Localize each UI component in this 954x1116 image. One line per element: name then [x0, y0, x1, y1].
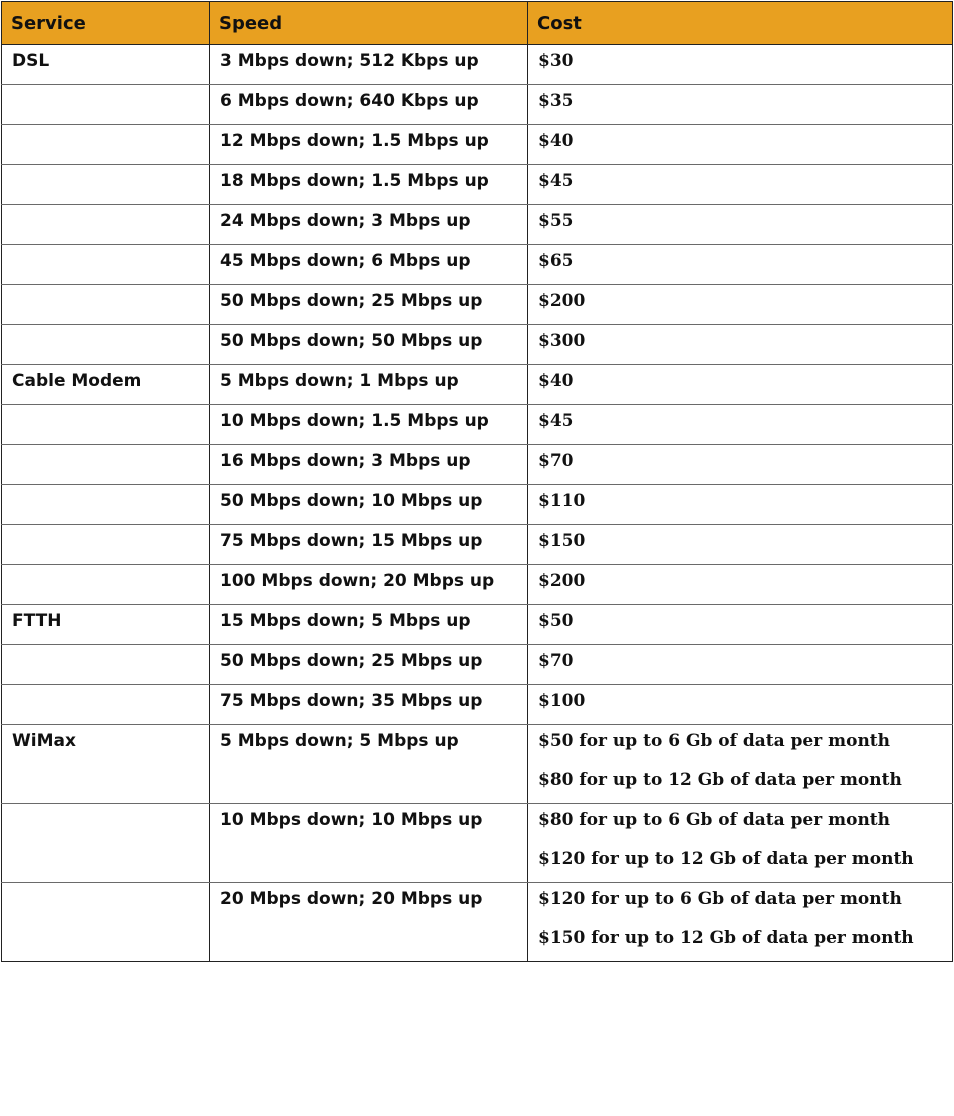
table-row [2, 883, 953, 962]
service-cell [2, 285, 210, 325]
cost-cell [528, 883, 953, 962]
table-row [2, 565, 953, 605]
speed-cell [210, 725, 528, 804]
speed-cell [210, 285, 528, 325]
cost-value: $50 for up to 6 Gb of data per month [538, 731, 891, 751]
service-name [12, 685, 209, 724]
cost-cell [528, 165, 953, 205]
table-row [2, 125, 953, 165]
table-row [2, 685, 953, 725]
cost-cell [528, 485, 953, 525]
cost-value: $70 [538, 651, 574, 671]
service-cell [2, 85, 210, 125]
speed-cell [210, 565, 528, 605]
cost-value: $50 [538, 611, 574, 631]
table-row [2, 245, 953, 285]
service-cell [2, 165, 210, 205]
speed-value: 45 Mbps down; 6 Mbps up [220, 251, 471, 271]
speed-cell [210, 165, 528, 205]
service-cell [2, 445, 210, 485]
speed-value: 5 Mbps down; 1 Mbps up [220, 371, 459, 391]
service-name [12, 405, 209, 444]
service-cell [2, 645, 210, 685]
cost-value: $150 [538, 531, 586, 551]
speed-value: 50 Mbps down; 25 Mbps up [220, 291, 483, 311]
speed-value: 10 Mbps down; 10 Mbps up [220, 810, 483, 830]
speed-cell [210, 685, 528, 725]
service-name [12, 125, 209, 164]
table-row [2, 445, 953, 485]
cost-value: $65 [538, 251, 574, 271]
table-row [2, 365, 953, 405]
table-row [2, 485, 953, 525]
service-cell [2, 525, 210, 565]
speed-value: 75 Mbps down; 35 Mbps up [220, 691, 483, 711]
cost-cell [528, 645, 953, 685]
cost-value: $200 [538, 291, 586, 311]
cost-cell [528, 85, 953, 125]
service-name [12, 285, 209, 324]
table-row [2, 45, 953, 85]
service-name: FTTH [12, 611, 62, 631]
speed-value: 100 Mbps down; 20 Mbps up [220, 571, 495, 591]
service-name [12, 804, 209, 843]
speed-value: 18 Mbps down; 1.5 Mbps up [220, 171, 489, 191]
cost-value: $100 [538, 691, 586, 711]
service-cell [2, 485, 210, 525]
speed-cell [210, 405, 528, 445]
service-cell [2, 325, 210, 365]
cost-value: $120 for up to 12 Gb of data per month [538, 849, 914, 869]
service-cell [2, 405, 210, 445]
cost-value: $30 [538, 51, 574, 71]
cost-value: $45 [538, 171, 574, 191]
speed-value: 75 Mbps down; 15 Mbps up [220, 531, 483, 551]
service-name [12, 645, 209, 684]
service-name [12, 325, 209, 364]
header-row [2, 2, 953, 45]
table-header [2, 2, 953, 45]
speed-cell [210, 205, 528, 245]
table-row [2, 85, 953, 125]
table-row [2, 645, 953, 685]
speed-value: 15 Mbps down; 5 Mbps up [220, 611, 471, 631]
table-row [2, 804, 953, 883]
table-row [2, 725, 953, 804]
cost-cell [528, 525, 953, 565]
cost-value: $45 [538, 411, 574, 431]
service-name [12, 565, 209, 604]
cost-cell [528, 285, 953, 325]
speed-value: 20 Mbps down; 20 Mbps up [220, 889, 483, 909]
speed-value: 50 Mbps down; 25 Mbps up [220, 651, 483, 671]
service-cell [2, 45, 210, 85]
cost-value: $70 [538, 451, 574, 471]
service-cell [2, 125, 210, 165]
service-name: DSL [12, 51, 50, 71]
speed-value: 10 Mbps down; 1.5 Mbps up [220, 411, 489, 431]
cost-value: $120 for up to 6 Gb of data per month [538, 889, 902, 909]
cost-cell [528, 565, 953, 605]
speed-value: 5 Mbps down; 5 Mbps up [220, 731, 459, 751]
service-name [12, 85, 209, 124]
service-name [12, 165, 209, 204]
cost-cell [528, 725, 953, 804]
speed-value: 50 Mbps down; 10 Mbps up [220, 491, 483, 511]
table-row [2, 205, 953, 245]
service-cell [2, 883, 210, 962]
speed-cell [210, 485, 528, 525]
speed-cell [210, 85, 528, 125]
service-cell [2, 605, 210, 645]
cost-cell [528, 245, 953, 285]
table-body [2, 45, 953, 962]
speed-cell [210, 325, 528, 365]
service-name: WiMax [12, 731, 76, 751]
service-cell [2, 565, 210, 605]
speed-cell [210, 125, 528, 165]
speed-cell [210, 804, 528, 883]
service-name [12, 883, 209, 922]
cost-value: $35 [538, 91, 574, 111]
cost-cell [528, 325, 953, 365]
pricing-table-container [1, 1, 952, 962]
service-cell [2, 685, 210, 725]
cost-cell [528, 445, 953, 485]
table-row [2, 525, 953, 565]
cost-cell [528, 685, 953, 725]
speed-value: 16 Mbps down; 3 Mbps up [220, 451, 471, 471]
service-cell [2, 804, 210, 883]
cost-cell [528, 125, 953, 165]
cost-cell [528, 205, 953, 245]
table-row [2, 405, 953, 445]
cost-value: $150 for up to 12 Gb of data per month [538, 928, 914, 948]
cost-value: $40 [538, 131, 574, 151]
speed-cell [210, 365, 528, 405]
speed-cell [210, 645, 528, 685]
cost-cell [528, 804, 953, 883]
speed-cell [210, 445, 528, 485]
cost-value: $80 for up to 12 Gb of data per month [538, 770, 902, 790]
speed-cell [210, 525, 528, 565]
service-cell [2, 245, 210, 285]
service-cell [2, 725, 210, 804]
speed-value: 24 Mbps down; 3 Mbps up [220, 211, 471, 231]
cost-value: $200 [538, 571, 586, 591]
cost-cell [528, 605, 953, 645]
speed-cell [210, 605, 528, 645]
service-cell [2, 205, 210, 245]
cost-value: $300 [538, 331, 586, 351]
service-name [12, 445, 209, 484]
service-name [12, 485, 209, 524]
header-service: Service [2, 2, 210, 45]
speed-value: 6 Mbps down; 640 Kbps up [220, 91, 479, 111]
service-name [12, 205, 209, 244]
cost-value: $110 [538, 491, 586, 511]
cost-cell [528, 45, 953, 85]
service-name [12, 245, 209, 284]
service-name [12, 525, 209, 564]
header-cost: Cost [528, 2, 953, 45]
cost-value: $80 for up to 6 Gb of data per month [538, 810, 891, 830]
service-cell [2, 365, 210, 405]
speed-value: 3 Mbps down; 512 Kbps up [220, 51, 479, 71]
speed-cell [210, 245, 528, 285]
service-name: Cable Modem [12, 371, 142, 391]
table-row [2, 605, 953, 645]
table-row [2, 285, 953, 325]
cost-cell [528, 365, 953, 405]
speed-value: 50 Mbps down; 50 Mbps up [220, 331, 483, 351]
cost-value: $40 [538, 371, 574, 391]
speed-value: 12 Mbps down; 1.5 Mbps up [220, 131, 489, 151]
table-row [2, 165, 953, 205]
speed-cell [210, 45, 528, 85]
speed-cell [210, 883, 528, 962]
cost-value: $55 [538, 211, 574, 231]
cost-cell [528, 405, 953, 445]
header-speed: Speed [210, 2, 528, 45]
service-pricing-table [1, 1, 953, 962]
table-row [2, 325, 953, 365]
